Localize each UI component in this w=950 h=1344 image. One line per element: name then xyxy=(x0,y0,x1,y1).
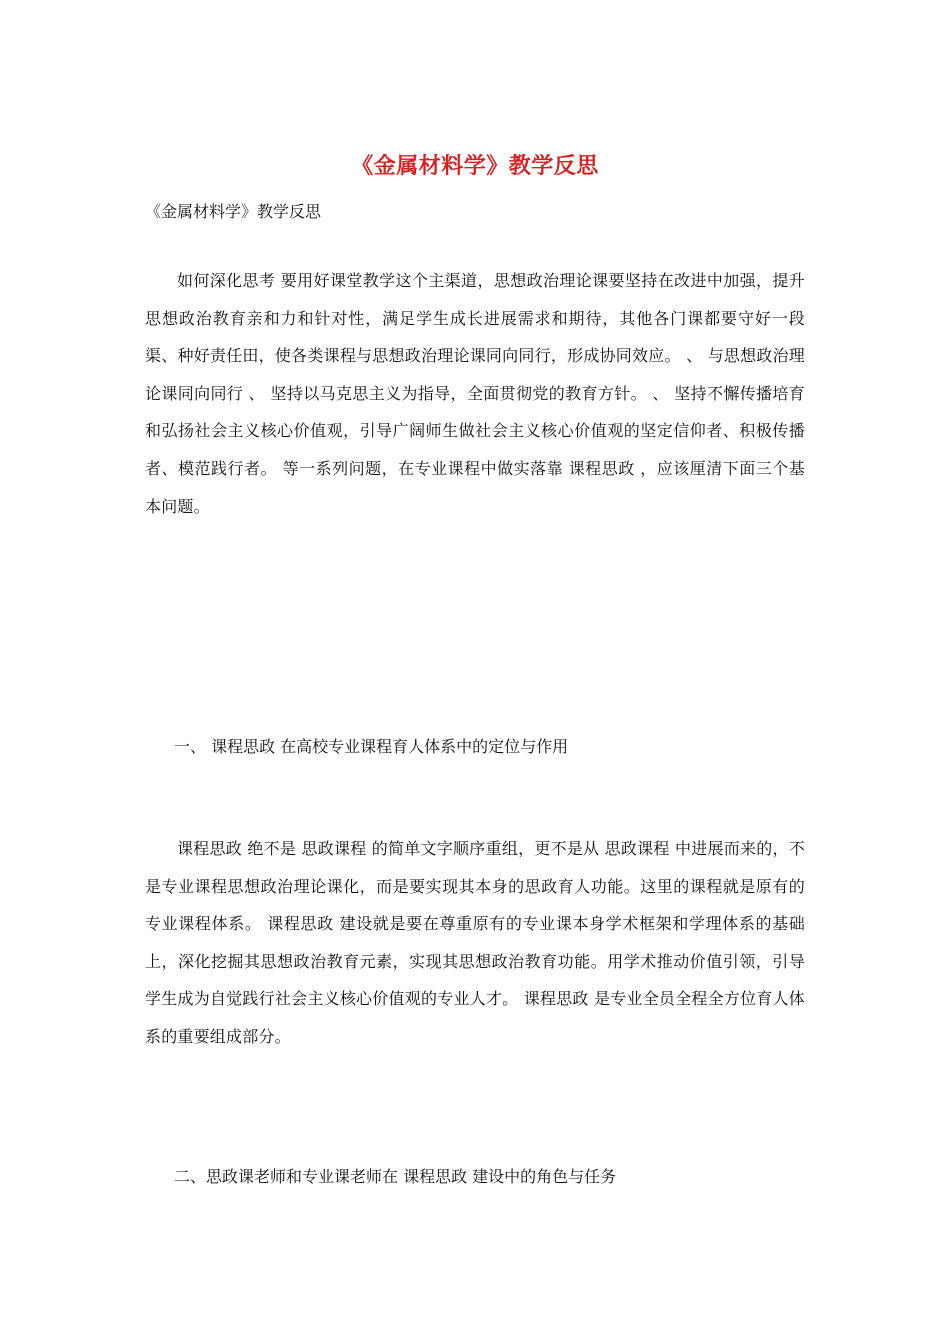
section-heading-2: 二、思政课老师和专业课老师在 课程思政 建设中的角色与任务 xyxy=(174,1167,617,1186)
paragraph-section-1: 课程思政 绝不是 思政课程 的简单文字顺序重组，更不是从 思政课程 中进展而来的，不是专业课程思想政治理论课化，而是要实现其本身的思政育人功能。这里的课程就是原有的专业课程体系。 课程思政 建设就是要在尊重原有的专业课本身学术框架和学理体系的基础上，深化挖掘其思想政治教育元素，实现其思想政治教育功能。用学术推动价值引领，引导学生成为自觉践行社会主义核心价值观的专业人才。 课程思政 是专业全员全程全方位育人体系的重要组成部分。 xyxy=(145,839,805,1046)
section-heading-1: 一、 课程思政 在高校专业课程育人体系中的定位与作用 xyxy=(174,737,569,756)
document-subtitle: 《金属材料学》教学反思 xyxy=(145,202,322,221)
document-title: 《金属材料学》教学反思 xyxy=(351,154,599,179)
paragraph-intro: 如何深化思考 要用好课堂教学这个主渠道，思想政治理论课要坚持在改进中加强，提升思想政治教育亲和力和针对性，满足学生成长进展需求和期待，其他各门课都要守好一段渠、种好责任田，使各类课程与思想政治理论课同向同行，形成协同效应。 、 与思想政治理论课同向同行 、 坚持以马克思主义为指导，全面贯彻党的教育方针。 、 坚持不懈传播培育和弘扬社会主义核心价值观，引导广阔师生做社会主义核心价值观的坚定信仰者、积极传播者、模范践行者。 等一系列问题，在专业课程中做实落靠 课程思政 ，应该厘清下面三个基本问题。 xyxy=(145,271,805,516)
